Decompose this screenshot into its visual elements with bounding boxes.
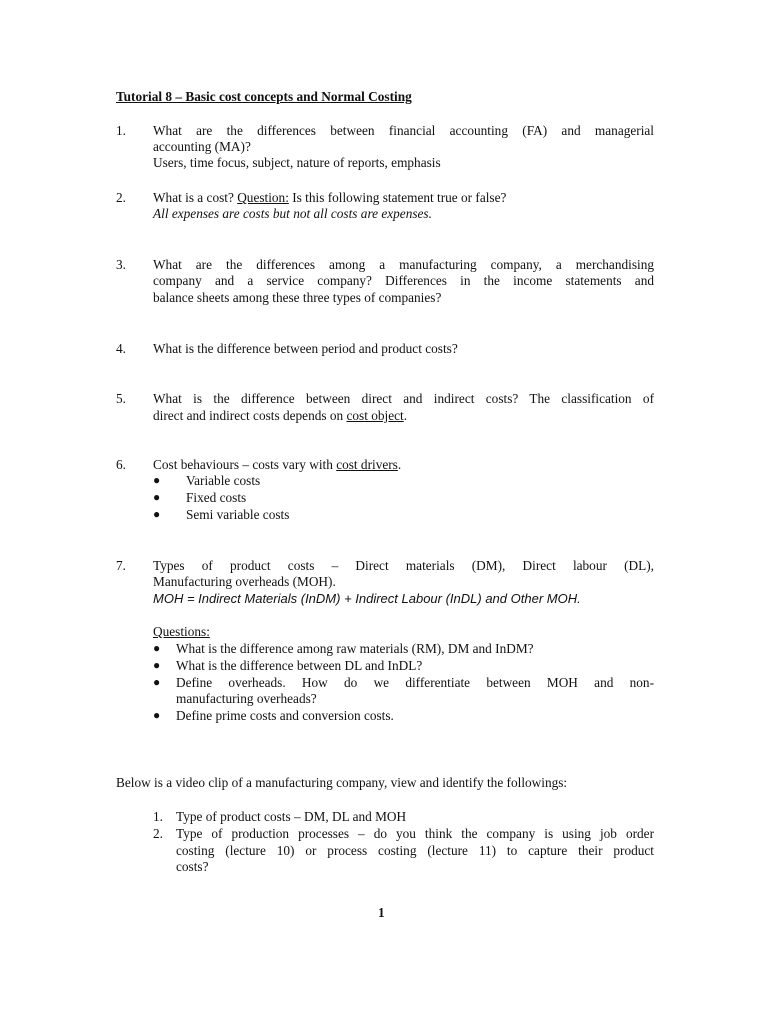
q3-number: 3. bbox=[116, 257, 126, 272]
q5-cost-object: cost object bbox=[346, 408, 404, 423]
q2-line bbox=[153, 189, 506, 206]
q4-line1: What is the difference between period and product costs? bbox=[153, 341, 458, 356]
q7-question-item: What is the difference between DL and InDL? bbox=[176, 658, 423, 673]
video-item-line: Type of product costs – DM, DL and MOH bbox=[176, 809, 407, 824]
q7-question-item-continued: manufacturing overheads? bbox=[176, 691, 317, 706]
q5-number: 5. bbox=[116, 391, 126, 406]
q3-line2: company and a service company? Differences in the income statements and bbox=[153, 273, 654, 288]
q7-number: 7. bbox=[116, 558, 126, 573]
q6-pre: Cost behaviours – costs vary with bbox=[153, 457, 333, 472]
q1-hint: Users, time focus, subject, nature of reports, emphasis bbox=[153, 155, 441, 170]
q7-line2: Manufacturing overheads (MOH). bbox=[153, 574, 336, 589]
q2-statement: All expenses are costs but not all costs are expenses. bbox=[153, 206, 432, 221]
bullet-icon: ● bbox=[153, 675, 161, 689]
q3-line3: balance sheets among these three types of companies? bbox=[153, 290, 442, 305]
bullet-icon: ● bbox=[153, 507, 161, 521]
q5-line2-post: . bbox=[403, 408, 408, 423]
video-item-line: Type of production processes – do you think the company is using job order bbox=[176, 826, 654, 841]
q7-question-item: Define prime costs and conversion costs. bbox=[176, 708, 394, 723]
bullet-icon: ● bbox=[153, 708, 161, 722]
bullet-icon: ● bbox=[153, 490, 161, 504]
q5-line2-pre: direct and indirect costs depends on bbox=[153, 408, 344, 423]
q6-bullet-item: Fixed costs bbox=[186, 490, 247, 505]
q6-cost-drivers: cost drivers bbox=[336, 457, 398, 472]
bullet-icon: ● bbox=[153, 658, 161, 672]
q4-number: 4. bbox=[116, 341, 126, 356]
q6-number: 6. bbox=[116, 457, 126, 472]
q6-bullet-item: Semi variable costs bbox=[186, 507, 290, 522]
q1-line2: accounting (MA)? bbox=[153, 139, 251, 154]
bullet-icon: ● bbox=[153, 473, 161, 487]
tutorial-title: Tutorial 8 – Basic cost concepts and Normal Costing bbox=[116, 89, 412, 104]
q7-question-item: Define overheads. How do we differentiate between MOH and non- bbox=[176, 675, 654, 690]
q2-question-label: Question: bbox=[237, 190, 289, 205]
video-intro: Below is a video clip of a manufacturing company, view and identify the followings: bbox=[116, 775, 568, 790]
video-item-line: costs? bbox=[176, 859, 209, 874]
bullet-icon: ● bbox=[153, 641, 161, 655]
q1-line1: What are the differences between financial accounting (FA) and managerial bbox=[153, 123, 654, 138]
q7-line1: Types of product costs – Direct materials (DM), Direct labour (DL), bbox=[153, 558, 654, 573]
q6-post: . bbox=[397, 457, 402, 472]
q1-number: 1. bbox=[116, 123, 126, 138]
q3-line1: What are the differences among a manufacturing company, a merchandising bbox=[153, 257, 654, 272]
page-number: 1 bbox=[378, 905, 385, 920]
q7-question-item: What is the difference among raw materials (RM), DM and InDM? bbox=[176, 641, 534, 656]
q5-line2 bbox=[153, 407, 407, 424]
q7-formula: MOH = Indirect Materials (InDM) + Indirect Labour (InDL) and Other MOH. bbox=[153, 591, 581, 606]
video-item-number: 2. bbox=[153, 826, 163, 841]
q2-post: Is this following statement true or false? bbox=[292, 190, 507, 205]
video-item-number: 1. bbox=[153, 809, 163, 824]
q2-number: 2. bbox=[116, 190, 126, 205]
q7-questions-label: Questions: bbox=[153, 624, 210, 639]
q6-bullet-item: Variable costs bbox=[186, 473, 261, 488]
video-item-line: costing (lecture 10) or process costing (lecture 11) to capture their product bbox=[176, 843, 654, 858]
q5-line1: What is the difference between direct and indirect costs? The classification of bbox=[153, 391, 654, 406]
q6-line1 bbox=[153, 456, 401, 473]
q2-pre: What is a cost? bbox=[153, 190, 234, 205]
